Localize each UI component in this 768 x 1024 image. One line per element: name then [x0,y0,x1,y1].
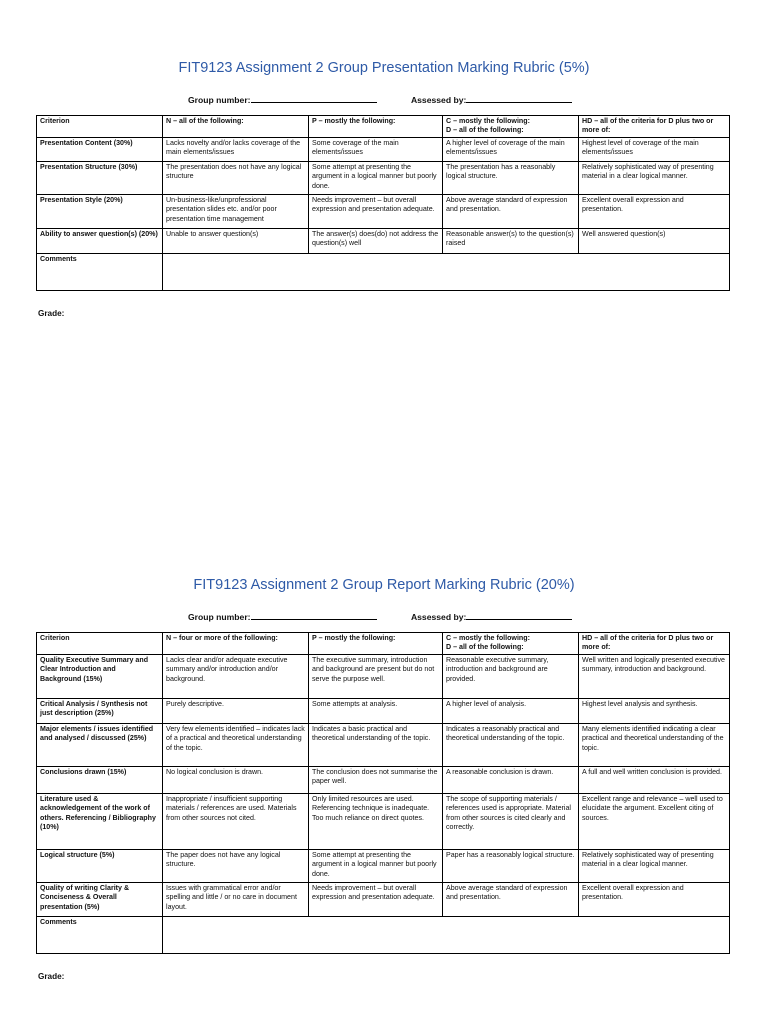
cell-n: Lacks clear and/or adequate executive summary and/or introduction and/or background. [163,655,309,699]
table-row [37,850,730,883]
table-header-row [37,633,730,655]
group-number-label: Group number: [188,612,251,622]
cell-p: Some attempt at presenting the argument in a logical manner but poorly done. [309,850,443,883]
cell-p: Some attempt at presenting the argument in a logical manner but poorly done. [309,162,443,195]
cell-n: No logical conclusion is drawn. [163,767,309,794]
header-n: N – all of the following: [163,116,309,138]
header-n: N – four or more of the following: [163,633,309,655]
header-p: P – mostly the following: [309,116,443,138]
table-header-row [37,116,730,138]
cell-n: The presentation does not have any logical structure [163,162,309,195]
group-number-field[interactable] [251,93,377,103]
cell-hd: Relatively sophisticated way of presenting material in a clear logical manner. [579,850,730,883]
cell-hd: Highest level of coverage of the main elements/issues [579,138,730,162]
cell-n: Very few elements identified – indicates lack of a practical and theoretical understanding of the topic. [163,724,309,767]
cell-c-d: Reasonable answer(s) to the question(s) raised [443,229,579,254]
assessed-by-label: Assessed by: [410,95,467,105]
presentation-rubric-table [36,115,730,291]
report-rubric-title: FIT9123 Assignment 2 Group Report Marking Rubric (20%) [193,577,575,593]
cell-n: Inappropriate / insufficient supporting materials / references are used. Materials from other sources not cited. [163,794,309,850]
cell-c-d: Paper has a reasonably logical structure. [443,850,579,883]
table-row [37,195,730,229]
cell-c-d: Reasonable executive summary, introduction and background are provided. [443,655,579,699]
table-row [37,138,730,162]
cell-hd: Relatively sophisticated way of presenting material in a clear logical manner. [579,162,730,195]
presentation-rubric-title: FIT9123 Assignment 2 Group Presentation Marking Rubric (5%) [178,60,590,76]
cell-hd: Highest level analysis and synthesis. [579,699,730,724]
cell-hd: Excellent range and relevance – well used to elucidate the argument. Excellent citing of sources. [579,794,730,850]
table-row [37,655,730,699]
row-criterion: Literature used & acknowledgement of the work of others. Referencing / Bibliography (10%) [37,794,163,850]
cell-c-d: A higher level of coverage of the main elements/issues [443,138,579,162]
table-row [37,794,730,850]
row-criterion: Quality Executive Summary and Clear Introduction and Background (15%) [37,655,163,699]
comments-field[interactable] [163,917,730,954]
cell-c-d: The presentation has a reasonably logical structure. [443,162,579,195]
cell-c-d: Above average standard of expression and presentation. [443,883,579,917]
cell-p: Needs improvement – but overall expression and presentation adequate. [309,883,443,917]
assessed-by-label: Assessed by: [410,612,467,622]
header-hd: HD – all of the criteria for D plus two or more of: [579,633,730,655]
cell-hd: Well answered question(s) [579,229,730,254]
cell-hd: Excellent overall expression and presentation. [579,883,730,917]
cell-p: Some coverage of the main elements/issues [309,138,443,162]
cell-p: Only limited resources are used. Referencing technique is inadequate. Too much reliance on direct quotes. [309,794,443,850]
table-row [37,883,730,917]
comments-row [37,917,730,954]
cell-n: Lacks novelty and/or lacks coverage of the main elements/issues [163,138,309,162]
header-criterion: Criterion [37,633,163,655]
presentation-grade-label: Grade: [38,309,65,318]
row-criterion: Presentation Style (20%) [37,195,163,229]
cell-n: Purely descriptive. [163,699,309,724]
comments-row [37,254,730,291]
row-criterion: Conclusions drawn (15%) [37,767,163,794]
table-row [37,229,730,254]
report-grade-label: Grade: [38,972,65,981]
cell-c-d: Above average standard of expression and presentation. [443,195,579,229]
comments-label: Comments [37,917,163,954]
presentation-header-fields [188,93,572,105]
header-c-d: C – mostly the following: D – all of the following: [443,633,579,655]
header-criterion: Criterion [37,116,163,138]
cell-n: Issues with grammatical error and/or spelling and little / or no care in document layout. [163,883,309,917]
comments-field[interactable] [163,254,730,291]
cell-p: The conclusion does not summarise the paper well. [309,767,443,794]
report-rubric-table [36,632,730,954]
cell-c-d: A reasonable conclusion is drawn. [443,767,579,794]
cell-p: Some attempts at analysis. [309,699,443,724]
cell-hd: Many elements identified indicating a clear practical and theoretical understanding of the topic. [579,724,730,767]
cell-c-d: The scope of supporting materials / references used is appropriate. Material from other sources is cited clearly and correctly. [443,794,579,850]
row-criterion: Presentation Structure (30%) [37,162,163,195]
cell-hd: A full and well written conclusion is provided. [579,767,730,794]
cell-c-d: Indicates a reasonably practical and theoretical understanding of the topic. [443,724,579,767]
row-criterion: Ability to answer question(s) (20%) [37,229,163,254]
header-hd: HD – all of the criteria for D plus two or more of: [579,116,730,138]
row-criterion: Quality of writing Clarity & Conciseness & Overall presentation (5%) [37,883,163,917]
cell-hd: Well written and logically presented executive summary, introduction and background. [579,655,730,699]
cell-p: The answer(s) does(do) not address the question(s) well [309,229,443,254]
row-criterion: Critical Analysis / Synthesis not just description (25%) [37,699,163,724]
table-row [37,699,730,724]
comments-label: Comments [37,254,163,291]
group-number-label: Group number: [188,95,251,105]
table-row [37,724,730,767]
row-criterion: Logical structure (5%) [37,850,163,883]
cell-p: Needs improvement – but overall expression and presentation adequate. [309,195,443,229]
group-number-field[interactable] [251,610,377,620]
table-row [37,767,730,794]
assessed-by-field[interactable] [466,93,572,103]
table-row [37,162,730,195]
cell-n: The paper does not have any logical structure. [163,850,309,883]
cell-p: Indicates a basic practical and theoretical understanding of the topic. [309,724,443,767]
row-criterion: Presentation Content (30%) [37,138,163,162]
cell-hd: Excellent overall expression and presentation. [579,195,730,229]
header-c-d: C – mostly the following: D – all of the following: [443,116,579,138]
cell-c-d: A higher level of analysis. [443,699,579,724]
assessed-by-field[interactable] [466,610,572,620]
cell-n: Un-business-like/unprofessional presentation slides etc. and/or poor presentation time management [163,195,309,229]
cell-n: Unable to answer question(s) [163,229,309,254]
row-criterion: Major elements / issues identified and analysed / discussed (25%) [37,724,163,767]
report-header-fields [188,610,572,622]
header-p: P – mostly the following: [309,633,443,655]
cell-p: The executive summary, introduction and background are present but do not serve the purpose well. [309,655,443,699]
